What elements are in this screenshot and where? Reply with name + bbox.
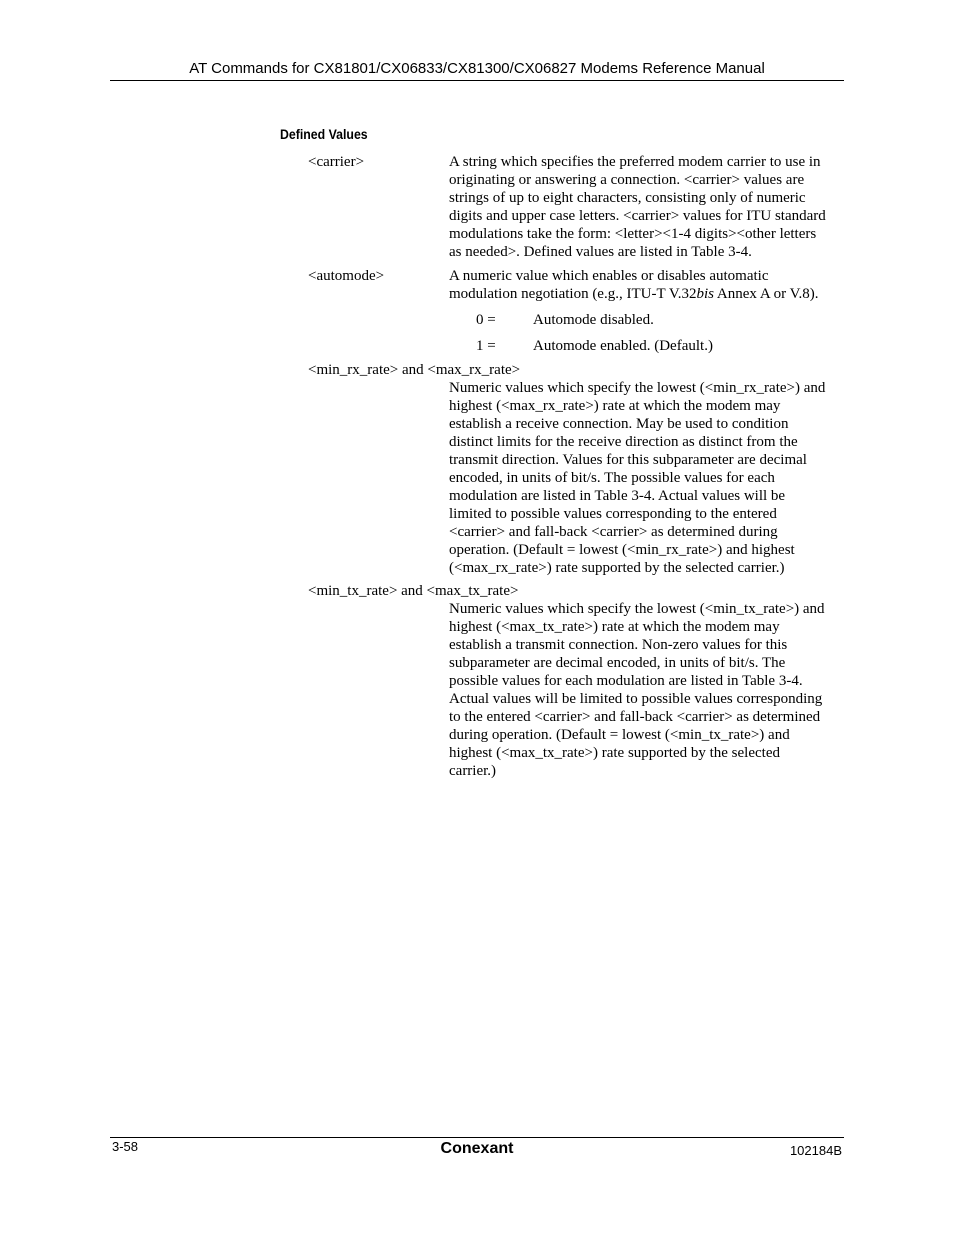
desc-line: during operation. (Default = lowest (<min_tx_rate>) and	[449, 727, 790, 743]
desc-line: carrier.)	[449, 763, 497, 779]
desc-line: A string which specifies the preferred modem carrier to use in	[449, 154, 821, 170]
desc-line: distinct limits for the receive direction as distinct from the	[449, 434, 798, 450]
desc-line: modulation are listed in Table 3-4. Actual values will be	[449, 488, 786, 504]
desc-line: digits and upper case letters. <carrier> values for ITU standard	[449, 208, 826, 224]
desc-line: as needed>. Defined values are listed in Table 3-4.	[449, 244, 752, 260]
option-key: 1 =	[476, 338, 496, 354]
param-term-rx-rate: <min_rx_rate> and <max_rx_rate>	[308, 362, 521, 378]
desc-line: strings of up to eight characters, consisting only of numeric	[449, 190, 806, 206]
desc-line: (<max_rx_rate>) rate supported by the selected carrier.)	[449, 560, 785, 576]
footer-divider	[110, 1137, 844, 1138]
param-term-carrier: <carrier>	[308, 154, 365, 170]
desc-line: Numeric values which specify the lowest (<min_rx_rate>) and	[449, 380, 826, 396]
desc-line: possible values for each modulation are listed in Table 3-4.	[449, 673, 803, 689]
param-desc-automode	[449, 267, 849, 303]
option-key: 0 =	[476, 312, 496, 328]
desc-line: modulations take the form: <letter><1-4 digits><other letters	[449, 226, 817, 242]
desc-line: to the entered <carrier> and fall-back <carrier> as determined	[449, 709, 821, 725]
desc-line: limited to possible values corresponding to the entered	[449, 506, 777, 522]
desc-line: A numeric value which enables or disables automatic	[449, 268, 769, 284]
param-term-automode: <automode>	[308, 268, 385, 284]
footer-brand: Conexant	[440, 1140, 514, 1157]
page-number: 3-58	[112, 1139, 139, 1154]
desc-line: highest (<max_tx_rate>) rate supported by the selected	[449, 745, 780, 761]
desc-line: establish a receive connection. May be used to condition	[449, 416, 789, 432]
document-number: 102184B	[789, 1143, 842, 1158]
desc-line	[449, 285, 849, 303]
option-value: Automode enabled. (Default.)	[533, 338, 713, 354]
desc-line: encoded, in units of bit/s. The possible values for each	[449, 470, 775, 486]
desc-line: highest (<max_rx_rate>) rate at which the modem may	[449, 398, 781, 414]
desc-line: <carrier> and fall-back <carrier> as determined during	[449, 524, 778, 540]
header-title: AT Commands for CX81801/CX06833/CX81300/CX06827 Modems Reference Manual	[189, 60, 765, 77]
desc-line: subparameter are decimal encoded, in units of bit/s. The	[449, 655, 786, 671]
param-desc-tx-rate	[449, 600, 849, 780]
desc-line: Numeric values which specify the lowest (<min_tx_rate>) and	[449, 601, 825, 617]
desc-italic-text: bis	[696, 286, 714, 302]
header-divider	[110, 80, 844, 81]
desc-line: transmit direction. Values for this subparameter are decimal	[449, 452, 807, 468]
desc-line: originating or answering a connection. <carrier> values are	[449, 172, 805, 188]
desc-line: highest (<max_tx_rate>) rate at which the modem may	[449, 619, 780, 635]
param-desc-carrier	[449, 153, 849, 261]
desc-line: operation. (Default = lowest (<min_rx_rate>) and highest	[449, 542, 795, 558]
desc-line: Actual values will be limited to possible values corresponding	[449, 691, 823, 707]
param-term-tx-rate: <min_tx_rate> and <max_tx_rate>	[308, 583, 519, 599]
desc-line: establish a transmit connection. Non-zero values for this	[449, 637, 788, 653]
desc-text: Annex A or V.8).	[714, 286, 819, 302]
desc-text: modulation negotiation (e.g., ITU-T V.32	[449, 286, 697, 302]
param-desc-rx-rate	[449, 379, 849, 577]
section-heading: Defined Values	[280, 126, 368, 142]
option-value: Automode disabled.	[533, 312, 654, 328]
